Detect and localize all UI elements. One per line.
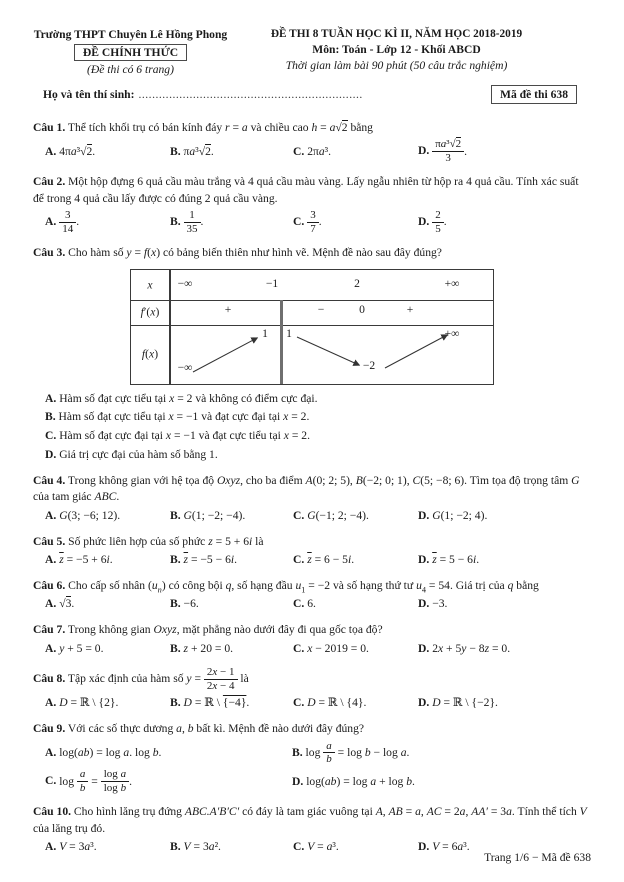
option-text: log(ab) = log a + log b. bbox=[306, 774, 415, 788]
question-number: Câu 7. bbox=[33, 623, 66, 637]
option-A bbox=[45, 391, 591, 408]
question-8 bbox=[33, 666, 591, 712]
bbt-x-value: −∞ bbox=[177, 276, 193, 290]
option-text: πa³√2. bbox=[183, 144, 214, 158]
option-label: D. bbox=[418, 696, 430, 710]
option-text: 2x + 5y − 8z = 0. bbox=[432, 641, 511, 655]
option-B bbox=[45, 409, 591, 426]
option-D bbox=[418, 695, 591, 712]
option-text: $\overline{z} = -5 + 6i$. bbox=[59, 553, 113, 567]
question-1 bbox=[33, 120, 591, 165]
option-D bbox=[418, 641, 591, 658]
option-text: 6. bbox=[307, 597, 316, 611]
monotonicity-arrows bbox=[131, 270, 493, 384]
student-name-row bbox=[33, 85, 591, 104]
option-text: G(−1; 2; −4). bbox=[307, 508, 369, 522]
option-text: $\frac{2}{5}$ . bbox=[432, 215, 446, 228]
option-label: B. bbox=[170, 641, 181, 655]
option-label: A. bbox=[45, 391, 57, 405]
option-label: C. bbox=[293, 641, 305, 655]
option-label: C. bbox=[293, 840, 305, 854]
question-number: Câu 4. bbox=[33, 473, 66, 487]
option-text: V = 6a³. bbox=[432, 840, 470, 854]
option-A bbox=[45, 695, 170, 712]
option-label: D. bbox=[418, 215, 430, 229]
options bbox=[33, 552, 591, 569]
increase-arrow-icon bbox=[385, 335, 447, 368]
decrease-arrow-icon bbox=[297, 337, 359, 365]
option-C bbox=[293, 508, 418, 525]
duration-line: Thời gian làm bài 90 phút (50 câu trắc nghiệm) bbox=[285, 59, 508, 72]
question-6 bbox=[33, 578, 591, 613]
options bbox=[33, 508, 591, 525]
option-C bbox=[45, 428, 591, 445]
option-label: C. bbox=[45, 429, 57, 443]
question-stem: Cho hàm số y = f(x) có bảng biến thiên như hình vẽ. Mệnh đề nào sau đây đúng? bbox=[68, 246, 442, 260]
bbt-f-max-right: 1 bbox=[286, 326, 292, 340]
bbt-sign: 0 bbox=[359, 302, 365, 316]
option-text: D = ℝ \ {−4}. bbox=[183, 696, 250, 710]
options bbox=[33, 740, 591, 796]
option-text: −3. bbox=[432, 597, 448, 611]
option-B bbox=[170, 596, 293, 613]
option-text: Hàm số đạt cực tiểu tại x = 2 và không có điểm cực đại. bbox=[59, 391, 318, 405]
option-label: B. bbox=[170, 597, 181, 611]
question-stem: Trong không gian với hệ tọa độ Oxyz, cho ba điểm A(0; 2; 5), B(−2; 0; 1), C(5; −8; 6). Tìm tọa độ trọng tâm G của tam giác ABC. bbox=[33, 473, 580, 504]
question-number: Câu 1. bbox=[33, 121, 66, 134]
option-label: A. bbox=[45, 597, 57, 611]
option-text: $\overline{z} = 5 - 6i$. bbox=[432, 553, 480, 567]
bbt-f-min: −2 bbox=[362, 358, 376, 372]
option-text: log $\frac{a}{b}$ = $\frac{\text{log a}}{\text{log b}}$ . bbox=[59, 768, 132, 795]
option-B bbox=[292, 740, 591, 767]
question-number: Câu 5. bbox=[33, 534, 66, 548]
question-4 bbox=[33, 473, 591, 525]
option-text: $\overline{z} = 6 - 5i$. bbox=[307, 553, 355, 567]
option-text: G(3; −6; 12). bbox=[59, 508, 121, 522]
option-label: A. bbox=[45, 745, 57, 759]
option-label: C. bbox=[293, 144, 305, 158]
option-label: B. bbox=[170, 696, 181, 710]
option-text: $\frac{\text{πa³√2}}{3}$ . bbox=[432, 145, 467, 158]
question-9 bbox=[33, 721, 591, 795]
header bbox=[33, 28, 591, 76]
increase-arrow-icon bbox=[193, 338, 257, 372]
option-label: D. bbox=[418, 840, 430, 854]
option-text: G(1; −2; −4). bbox=[183, 508, 246, 522]
question-number: Câu 2. bbox=[33, 175, 66, 189]
option-label: D. bbox=[45, 448, 57, 462]
question-stem: Với các số thực dương a, b bất kì. Mệnh đề nào dưới đây đúng? bbox=[67, 722, 365, 736]
option-D bbox=[418, 138, 591, 165]
option-C bbox=[293, 209, 418, 236]
option-label: A. bbox=[45, 696, 57, 710]
question-stem: Tập xác định của hàm số y = $\frac{2x - 1}{2x - 4}$ là bbox=[67, 666, 249, 693]
option-text: $\frac{3}{7}$ . bbox=[307, 215, 321, 228]
option-text: −6. bbox=[183, 597, 199, 611]
question-7 bbox=[33, 622, 591, 657]
question-5 bbox=[33, 534, 591, 569]
question-stem: Cho cấp số nhân $(u_n)$ có công bội q, số hạng đầu $u_1 = -2$ và số hạng thứ tư $u_4 = 54$. Giá trị của q bằng bbox=[68, 578, 539, 595]
bbt-fprime-label: f′(x) bbox=[140, 305, 160, 319]
option-A bbox=[45, 209, 170, 236]
option-label: C. bbox=[293, 553, 305, 567]
questions bbox=[33, 120, 591, 856]
option-B bbox=[170, 209, 293, 236]
option-text: log(ab) = log a. log b. bbox=[59, 745, 162, 759]
option-label: A. bbox=[45, 215, 57, 229]
options bbox=[33, 138, 591, 165]
option-A bbox=[45, 552, 170, 569]
question-3 bbox=[33, 245, 591, 464]
question-number: Câu 3. bbox=[33, 246, 66, 260]
question-stem: Một hộp đựng 6 quả cầu màu trắng và 4 quả cầu màu vàng. Lấy ngẫu nhiên từ hộp ra 4 quả cầu. Tính xác suất để trong 4 quả cầu lấy được có đúng 2 quả cầu vàng. bbox=[33, 175, 579, 205]
footer-page-number: Trang 1/6 − Mã đề 638 bbox=[484, 851, 591, 864]
option-A bbox=[45, 596, 170, 613]
question-number: Câu 8. bbox=[33, 672, 66, 686]
option-B bbox=[170, 695, 293, 712]
option-text: 4πa³√2. bbox=[59, 144, 96, 158]
option-text: D = ℝ \ {2}. bbox=[59, 696, 119, 710]
bbt-sign: + bbox=[224, 302, 232, 316]
option-label: D. bbox=[418, 508, 430, 522]
header-right bbox=[234, 28, 559, 76]
option-C bbox=[293, 695, 418, 712]
exam-code-box: Mã đề thi 638 bbox=[491, 85, 577, 104]
question-number: Câu 6. bbox=[33, 578, 66, 592]
option-B bbox=[170, 641, 293, 658]
option-A bbox=[45, 839, 170, 856]
option-label: B. bbox=[170, 840, 181, 854]
option-text: Hàm số đạt cực đại tại x = −1 và đạt cực tiểu tại x = 2. bbox=[59, 429, 310, 443]
bbt-f-label: f(x) bbox=[141, 347, 159, 361]
variation-table bbox=[33, 269, 591, 385]
option-label: A. bbox=[45, 508, 57, 522]
option-B bbox=[170, 144, 293, 161]
bbt-x-value: −1 bbox=[265, 276, 279, 290]
option-label: D. bbox=[418, 144, 430, 158]
options bbox=[33, 641, 591, 658]
option-text: √3. bbox=[59, 597, 75, 611]
question-stem: Số phức liên hợp của số phức z = 5 + 6i là bbox=[68, 534, 264, 548]
option-label: D. bbox=[418, 597, 430, 611]
bbt-sign: − bbox=[317, 302, 325, 316]
option-A bbox=[45, 508, 170, 525]
option-C bbox=[293, 641, 418, 658]
option-D bbox=[418, 209, 591, 236]
option-label: B. bbox=[170, 553, 181, 567]
exam-title: ĐỀ THI 8 TUẦN HỌC KÌ II, NĂM HỌC 2018-2019 bbox=[270, 28, 523, 40]
option-label: D. bbox=[418, 553, 430, 567]
option-D bbox=[418, 552, 591, 569]
option-label: B. bbox=[45, 410, 56, 424]
option-text: V = a³. bbox=[307, 840, 339, 854]
option-label: B. bbox=[292, 745, 303, 759]
option-C bbox=[293, 144, 418, 161]
option-text: log $\frac{a}{b}$ = log b − log a. bbox=[305, 739, 410, 766]
question-2 bbox=[33, 174, 591, 236]
option-text: Giá trị cực đại của hàm số bằng 1. bbox=[59, 448, 218, 462]
bbt-f-limit-start: −∞ bbox=[177, 360, 193, 374]
student-name-blank: .................................................................. bbox=[138, 88, 363, 101]
option-B bbox=[170, 508, 293, 525]
options bbox=[33, 695, 591, 712]
option-text: $\frac{3}{14}$ . bbox=[59, 215, 79, 228]
option-text: $\overline{z} = -5 - 6i$. bbox=[183, 553, 238, 567]
option-label: C. bbox=[45, 774, 57, 788]
option-label: C. bbox=[293, 696, 305, 710]
option-C bbox=[45, 768, 292, 795]
option-text: V = 3a³. bbox=[59, 840, 97, 854]
subject-line: Môn: Toán - Lớp 12 - Khối ABCD bbox=[312, 43, 481, 56]
option-label: A. bbox=[45, 144, 57, 158]
option-label: A. bbox=[45, 553, 57, 567]
option-label: B. bbox=[170, 215, 181, 229]
question-stem: Cho hình lăng trụ đứng ABC.A′B′C′ có đáy là tam giác vuông tại A, AB = a, AC = 2a, AA′ = 3a. Tính thể tích V của lăng trụ đó. bbox=[33, 805, 587, 835]
option-label: B. bbox=[170, 508, 181, 522]
option-label: D. bbox=[418, 641, 430, 655]
option-D bbox=[418, 596, 591, 613]
question-number: Câu 9. bbox=[33, 722, 66, 736]
option-label: C. bbox=[293, 215, 305, 229]
option-text: D = ℝ \ {4}. bbox=[307, 696, 367, 710]
option-text: y + 5 = 0. bbox=[59, 641, 104, 655]
official-exam-box: ĐỀ CHÍNH THỨC bbox=[74, 44, 187, 61]
question-number: Câu 10. bbox=[33, 805, 72, 819]
option-label: C. bbox=[293, 508, 305, 522]
option-A bbox=[45, 144, 170, 161]
options bbox=[33, 596, 591, 613]
option-C bbox=[293, 552, 418, 569]
header-left bbox=[33, 28, 228, 76]
question-stem: Trong không gian Oxyz, mặt phẳng nào dưới đây đi qua gốc tọa độ? bbox=[67, 623, 383, 637]
student-name-label: Họ và tên thí sinh: bbox=[43, 88, 135, 101]
option-label: C. bbox=[293, 597, 305, 611]
option-text: V = 3a². bbox=[183, 840, 221, 854]
option-D bbox=[418, 508, 591, 525]
option-label: A. bbox=[45, 840, 57, 854]
option-text: $\frac{1}{35}$ . bbox=[184, 215, 204, 228]
question-stem: Thể tích khối trụ có bán kính đáy r = a và chiều cao h = a√2 bằng bbox=[67, 121, 373, 134]
option-label: B. bbox=[170, 144, 181, 158]
option-D bbox=[292, 774, 591, 791]
option-text: Hàm số đạt cực tiểu tại x = −1 và đạt cực đại tại x = 2. bbox=[58, 410, 310, 424]
option-C bbox=[293, 839, 418, 856]
option-text: z + 20 = 0. bbox=[183, 641, 234, 655]
variation-table-grid bbox=[130, 269, 494, 385]
option-text: 2πa³. bbox=[307, 144, 332, 158]
option-text: G(1; −2; 4). bbox=[432, 508, 488, 522]
question-10 bbox=[33, 804, 591, 856]
bbt-f-limit-end: +∞ bbox=[444, 326, 460, 340]
option-label: A. bbox=[45, 641, 57, 655]
bbt-x-value: +∞ bbox=[444, 276, 460, 290]
option-text: x − 2019 = 0. bbox=[307, 641, 369, 655]
option-B bbox=[170, 552, 293, 569]
option-label: D. bbox=[292, 774, 304, 788]
option-A bbox=[45, 745, 292, 762]
school-name: Trường THPT Chuyên Lê Hồng Phong bbox=[33, 28, 228, 41]
option-B bbox=[170, 839, 293, 856]
bbt-sign: + bbox=[406, 302, 414, 316]
option-C bbox=[293, 596, 418, 613]
options bbox=[33, 209, 591, 236]
option-A bbox=[45, 641, 170, 658]
bbt-x-value: 2 bbox=[354, 276, 360, 290]
option-text: D = ℝ \ {−2}. bbox=[432, 696, 498, 710]
option-D bbox=[45, 447, 591, 464]
options bbox=[33, 391, 591, 464]
bbt-f-max-left: 1 bbox=[262, 326, 268, 340]
pages-note: (Đề thi có 6 trang) bbox=[87, 63, 174, 76]
bbt-x-label: x bbox=[147, 278, 153, 292]
